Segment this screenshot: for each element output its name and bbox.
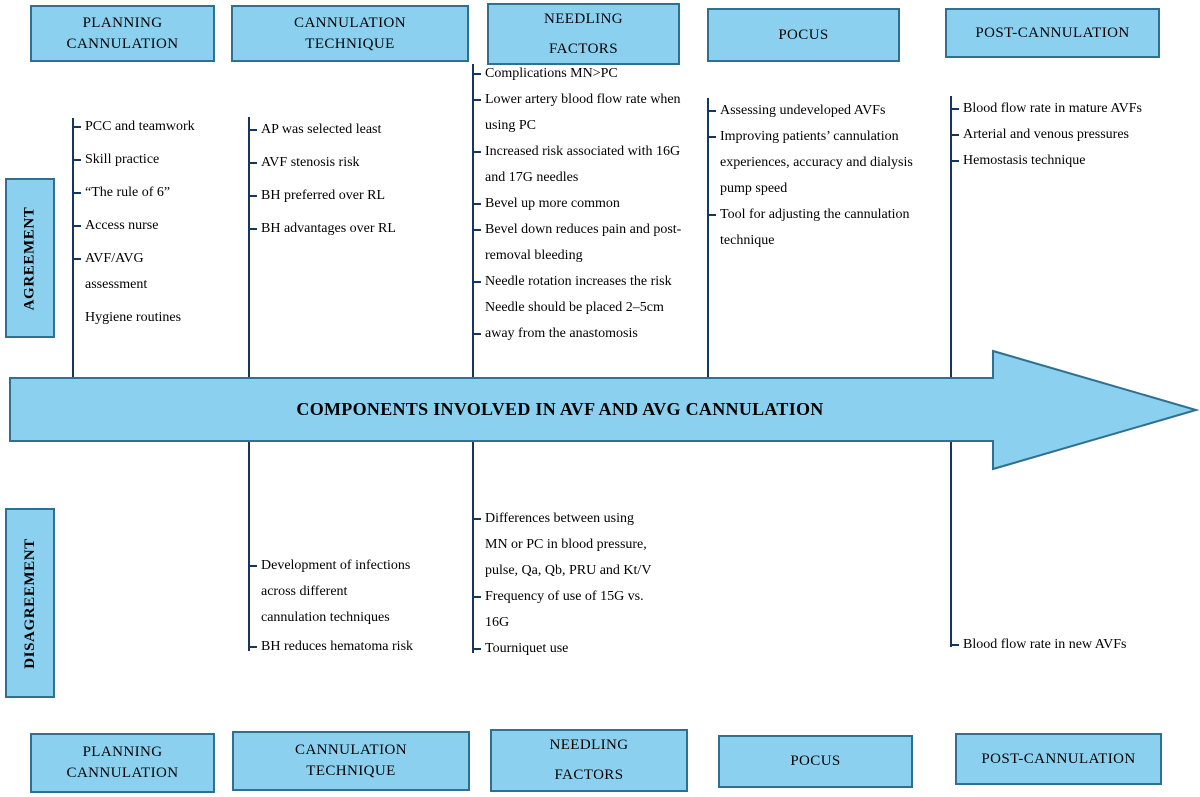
item-tick-spacer xyxy=(248,605,261,631)
list-item-line xyxy=(72,114,232,140)
item-text: Arterial and venous pressures xyxy=(963,127,1130,142)
item-text: Increased risk associated with 16G xyxy=(485,144,681,159)
list-item-line xyxy=(472,87,697,113)
item-text: pump speed xyxy=(720,181,788,196)
item-gap xyxy=(248,660,453,663)
item-text: Tourniquet use xyxy=(485,641,569,656)
item-text: Blood flow rate in new AVFs xyxy=(963,637,1127,652)
list-item-line xyxy=(72,180,232,206)
header-top-planning-cannulation xyxy=(30,5,215,62)
technique-agreement-list xyxy=(248,117,448,249)
header-line: CANNULATION xyxy=(66,765,179,781)
list-item-line xyxy=(248,579,453,605)
item-tick xyxy=(472,87,485,113)
item-text: Improving patients’ cannulation xyxy=(720,129,899,144)
list-item-line xyxy=(472,321,697,347)
item-text: Tool for adjusting the cannulation xyxy=(720,207,910,222)
item-tick xyxy=(472,636,485,662)
header-line: POST-CANNULATION xyxy=(981,750,1136,767)
item-tick xyxy=(472,269,485,295)
needling-disagreement-list xyxy=(472,506,697,662)
agreement-label-box xyxy=(5,178,55,338)
list-item-line xyxy=(472,506,697,532)
header-bottom-cannulation-technique xyxy=(232,731,470,791)
disagreement-label: DISAGREEMENT xyxy=(21,537,38,669)
item-tick xyxy=(472,506,485,532)
header-line: FACTORS xyxy=(554,767,624,783)
agreement-label: AGREEMENT xyxy=(21,206,38,310)
header-bottom-needling-factors xyxy=(490,729,688,792)
item-tick xyxy=(472,217,485,243)
item-text: Frequency of use of 15G vs. xyxy=(485,589,644,604)
item-gap xyxy=(72,298,232,305)
item-tick xyxy=(950,96,963,122)
list-item-line xyxy=(707,124,935,150)
header-top-needling-factors xyxy=(487,3,680,65)
list-item-line xyxy=(472,610,697,636)
header-top-cannulation-technique xyxy=(231,5,469,62)
header-line: TECHNIQUE xyxy=(305,35,395,52)
list-item-line xyxy=(707,202,935,228)
header-line: NEEDLING xyxy=(549,737,629,753)
item-text: Bevel up more common xyxy=(485,196,620,211)
item-tick xyxy=(72,147,85,173)
item-text: assessment xyxy=(85,277,148,292)
header-line: POCUS xyxy=(778,26,829,43)
item-tick xyxy=(950,122,963,148)
item-tick xyxy=(472,139,485,165)
list-item-line xyxy=(472,165,697,191)
item-tick xyxy=(72,114,85,140)
list-item-line xyxy=(72,305,232,331)
list-item-line xyxy=(707,98,935,124)
item-tick-spacer xyxy=(707,176,720,202)
list-item-line xyxy=(248,216,448,242)
header-line: CANNULATION xyxy=(294,14,406,31)
item-gap xyxy=(72,239,232,246)
item-tick-spacer xyxy=(472,610,485,636)
list-item-line xyxy=(472,269,697,295)
item-gap xyxy=(248,209,448,216)
header-top-pocus xyxy=(707,8,900,62)
header-line: NEEDLING xyxy=(543,10,623,27)
pocus-agreement-list xyxy=(707,98,935,254)
header-line: CANNULATION xyxy=(295,742,407,758)
item-gap xyxy=(72,206,232,213)
item-text: 16G xyxy=(485,615,510,630)
list-item-line xyxy=(950,148,1175,174)
item-tick-spacer xyxy=(72,272,85,298)
list-item-line xyxy=(248,117,448,143)
item-text: Needle should be placed 2–5cm xyxy=(485,300,664,315)
item-text: MN or PC in blood pressure, xyxy=(485,537,647,552)
item-tick-spacer xyxy=(472,113,485,139)
item-text: and 17G needles xyxy=(485,170,579,185)
item-text: AP was selected least xyxy=(261,122,382,137)
item-text: removal bleeding xyxy=(485,248,583,263)
item-text: across different xyxy=(261,584,348,599)
item-gap xyxy=(248,242,448,249)
item-tick-spacer xyxy=(707,228,720,254)
item-tick xyxy=(248,183,261,209)
item-text: AVF/AVG xyxy=(85,251,144,266)
list-item-line xyxy=(248,183,448,209)
item-tick-spacer xyxy=(248,579,261,605)
item-tick-spacer xyxy=(72,305,85,331)
item-text: Differences between using xyxy=(485,511,635,526)
list-item-line xyxy=(472,217,697,243)
list-item-line xyxy=(472,532,697,558)
list-item-line xyxy=(472,584,697,610)
list-item-line xyxy=(72,147,232,173)
item-text: “The rule of 6” xyxy=(85,185,171,200)
header-line: TECHNIQUE xyxy=(306,763,396,779)
item-tick xyxy=(248,150,261,176)
postcannulation-agreement-list xyxy=(950,96,1175,174)
header-line: PLANNING xyxy=(82,744,163,760)
list-item-line xyxy=(472,243,697,269)
item-text: pulse, Qa, Qb, PRU and Kt/V xyxy=(485,563,652,578)
list-item-line xyxy=(472,113,697,139)
list-item-line xyxy=(72,246,232,272)
item-text: Assessing undeveloped AVFs xyxy=(720,103,886,118)
item-text: BH reduces hematoma risk xyxy=(261,639,414,654)
header-line: PLANNING xyxy=(82,14,163,31)
item-text: away from the anastomosis xyxy=(485,326,638,341)
item-gap xyxy=(72,173,232,180)
list-item-line xyxy=(707,176,935,202)
item-tick xyxy=(248,117,261,143)
item-tick xyxy=(472,584,485,610)
item-tick xyxy=(248,553,261,579)
item-tick xyxy=(472,191,485,217)
item-text: Hygiene routines xyxy=(85,310,182,325)
list-item-line xyxy=(472,139,697,165)
list-item-line xyxy=(472,558,697,584)
item-tick xyxy=(707,202,720,228)
item-gap xyxy=(72,140,232,147)
list-item-line xyxy=(950,96,1175,122)
planning-agreement-list xyxy=(72,114,232,338)
item-tick xyxy=(950,148,963,174)
list-item-line xyxy=(707,228,935,254)
item-text: Hemostasis technique xyxy=(963,153,1086,168)
list-item-line xyxy=(950,122,1175,148)
disagreement-label-box xyxy=(5,508,55,698)
header-line: POCUS xyxy=(790,753,841,769)
item-text: Lower artery blood flow rate when xyxy=(485,92,681,107)
list-item-line xyxy=(707,150,935,176)
item-text: Needle rotation increases the risk xyxy=(485,274,672,289)
list-item-line xyxy=(472,636,697,662)
header-top-post-cannulation xyxy=(945,8,1160,58)
list-item-line xyxy=(950,632,1175,658)
item-tick xyxy=(72,180,85,206)
item-tick xyxy=(472,321,485,347)
list-item-line xyxy=(72,213,232,239)
item-text: Development of infections xyxy=(261,558,411,573)
list-item-line xyxy=(248,605,453,631)
item-tick-spacer xyxy=(472,243,485,269)
item-text: Access nurse xyxy=(85,218,159,233)
item-tick xyxy=(950,632,963,658)
item-tick-spacer xyxy=(472,295,485,321)
list-item-line xyxy=(248,150,448,176)
list-item-line xyxy=(472,191,697,217)
item-tick xyxy=(707,124,720,150)
item-tick xyxy=(72,213,85,239)
item-gap xyxy=(72,331,232,338)
item-text: technique xyxy=(720,233,775,248)
postcannulation-disagreement-list xyxy=(950,632,1175,658)
item-text: cannulation techniques xyxy=(261,610,390,625)
arrow-title: COMPONENTS INVOLVED IN AVF AND AVG CANNULATION xyxy=(296,399,824,419)
header-bottom-pocus xyxy=(718,735,913,788)
item-text: Skill practice xyxy=(85,152,160,167)
header-bottom-planning-cannulation xyxy=(30,733,215,793)
item-text: Complications MN>PC xyxy=(485,66,618,81)
list-item-line xyxy=(472,61,697,87)
header-line: CANNULATION xyxy=(66,35,179,52)
item-text: BH preferred over RL xyxy=(261,188,386,203)
item-tick xyxy=(472,61,485,87)
header-bottom-post-cannulation xyxy=(955,733,1162,785)
item-tick xyxy=(248,634,261,660)
item-text: experiences, accuracy and dialysis xyxy=(720,155,913,170)
list-item-line xyxy=(248,634,453,660)
item-tick xyxy=(72,246,85,272)
item-tick-spacer xyxy=(472,165,485,191)
item-tick-spacer xyxy=(472,558,485,584)
item-gap xyxy=(248,176,448,183)
list-item-line xyxy=(472,295,697,321)
needling-agreement-list xyxy=(472,61,697,347)
item-text: Bevel down reduces pain and post- xyxy=(485,222,682,237)
list-item-line xyxy=(248,553,453,579)
item-tick-spacer xyxy=(472,532,485,558)
header-line: POST-CANNULATION xyxy=(975,24,1130,41)
item-text: AVF stenosis risk xyxy=(261,155,360,170)
item-text: BH advantages over RL xyxy=(261,221,396,236)
item-text: using PC xyxy=(485,118,536,133)
item-tick-spacer xyxy=(707,150,720,176)
technique-disagreement-list xyxy=(248,553,453,663)
list-item-line xyxy=(72,272,232,298)
item-tick xyxy=(248,216,261,242)
item-text: Blood flow rate in mature AVFs xyxy=(963,101,1143,116)
item-tick xyxy=(707,98,720,124)
header-line: FACTORS xyxy=(549,40,618,57)
item-text: PCC and teamwork xyxy=(85,119,195,134)
item-gap xyxy=(248,143,448,150)
